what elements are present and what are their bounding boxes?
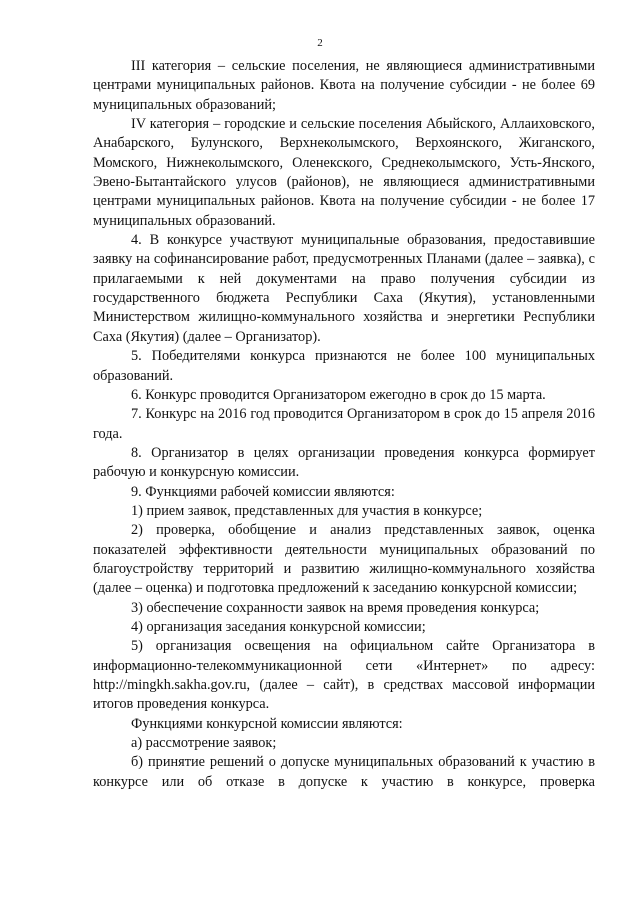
paragraph-subitem-3: 3) обеспечение сохранности заявок на время проведения конкурса; [131, 599, 540, 616]
paragraph-subitem-1: 1) прием заявок, представленных для участия в конкурсе; [131, 502, 483, 519]
paragraph-subitem-4: 4) организация заседания конкурсной комиссии; [131, 618, 426, 635]
paragraph-subitem-b: б) принятие решений о допуске муниципальных образований к участию в конкурсе или об отказе в допуске к участию в конкурсе, проверка [93, 754, 595, 790]
ministry-url: http://mingkh.sakha.gov.ru, [93, 677, 251, 693]
paragraph-item-5: 5. Победителями конкурса признаются не более 100 муниципальных образований. [93, 348, 595, 384]
paragraph-item-4: 4. В конкурсе участвуют муниципальные образования, предоставившие заявку на софинансирование работ, предусмотренных Планами (далее – заявка), с прилагаемыми к ней документами на право получения субсидии из государственного бюджета Республики Саха (Якутия), установленными Министерством жилищно-коммунального хозяйства и энергетики Республики Саха (Якутия) (далее – Организатор). [93, 232, 595, 345]
paragraph-subitem-5-lead: 5) организация освещения на официальном сайте Организатора в информационно-телекоммуникационной сети «Интернет» по адресу: [93, 638, 595, 674]
paragraph-category-4: IV категория – городские и сельские поселения Абыйского, Аллаиховского, Анабарского, Булунского, Верхнеколымского, Верхоянского, Жиганского, Момского, Нижнеколымского, Оленекского, Среднеколымского, Усть-Янского, Эвено-Бытантайского улусов (районов), не являющиеся административными центрами муниципальных районов. Квота на получение субсидии - не более 17 муниципальных образований. [93, 116, 595, 229]
paragraph-item-9: 9. Функциями рабочей комиссии являются: [131, 483, 395, 500]
document-body [93, 57, 595, 792]
paragraph-item-8: 8. Организатор в целях организации проведения конкурса формирует рабочую и конкурсную комиссии. [93, 444, 595, 481]
paragraph-subitem-2: 2) проверка, обобщение и анализ представленных заявок, оценка показателей эффективности деятельности муниципальных образований по благоустройству территорий и развитию жилищно-коммунального хозяйства (далее – оценка) и подготовка предложений к заседанию конкурсной комиссии; [93, 522, 595, 597]
paragraph-commission-functions: Функциями конкурсной комиссии являются: [131, 715, 403, 732]
paragraph-category-3: III категория – сельские поселения, не являющиеся административными центрами муниципальных районов. Квота на получение субсидии - не более 69 муниципальных образований; [93, 58, 595, 113]
paragraph-item-6: 6. Конкурс проводится Организатором ежегодно в срок до 15 марта. [131, 386, 546, 403]
paragraph-item-7: 7. Конкурс на 2016 год проводится Организатором в срок до 15 апреля 2016 года. [93, 406, 595, 442]
paragraph-subitem-5-tail: (далее – сайт), в средствах массовой информации итогов проведения конкурса. [93, 677, 595, 713]
page-number: 2 [317, 37, 323, 49]
paragraph-subitem-5 [93, 637, 595, 714]
paragraph-subitem-a: а) рассмотрение заявок; [131, 735, 277, 752]
